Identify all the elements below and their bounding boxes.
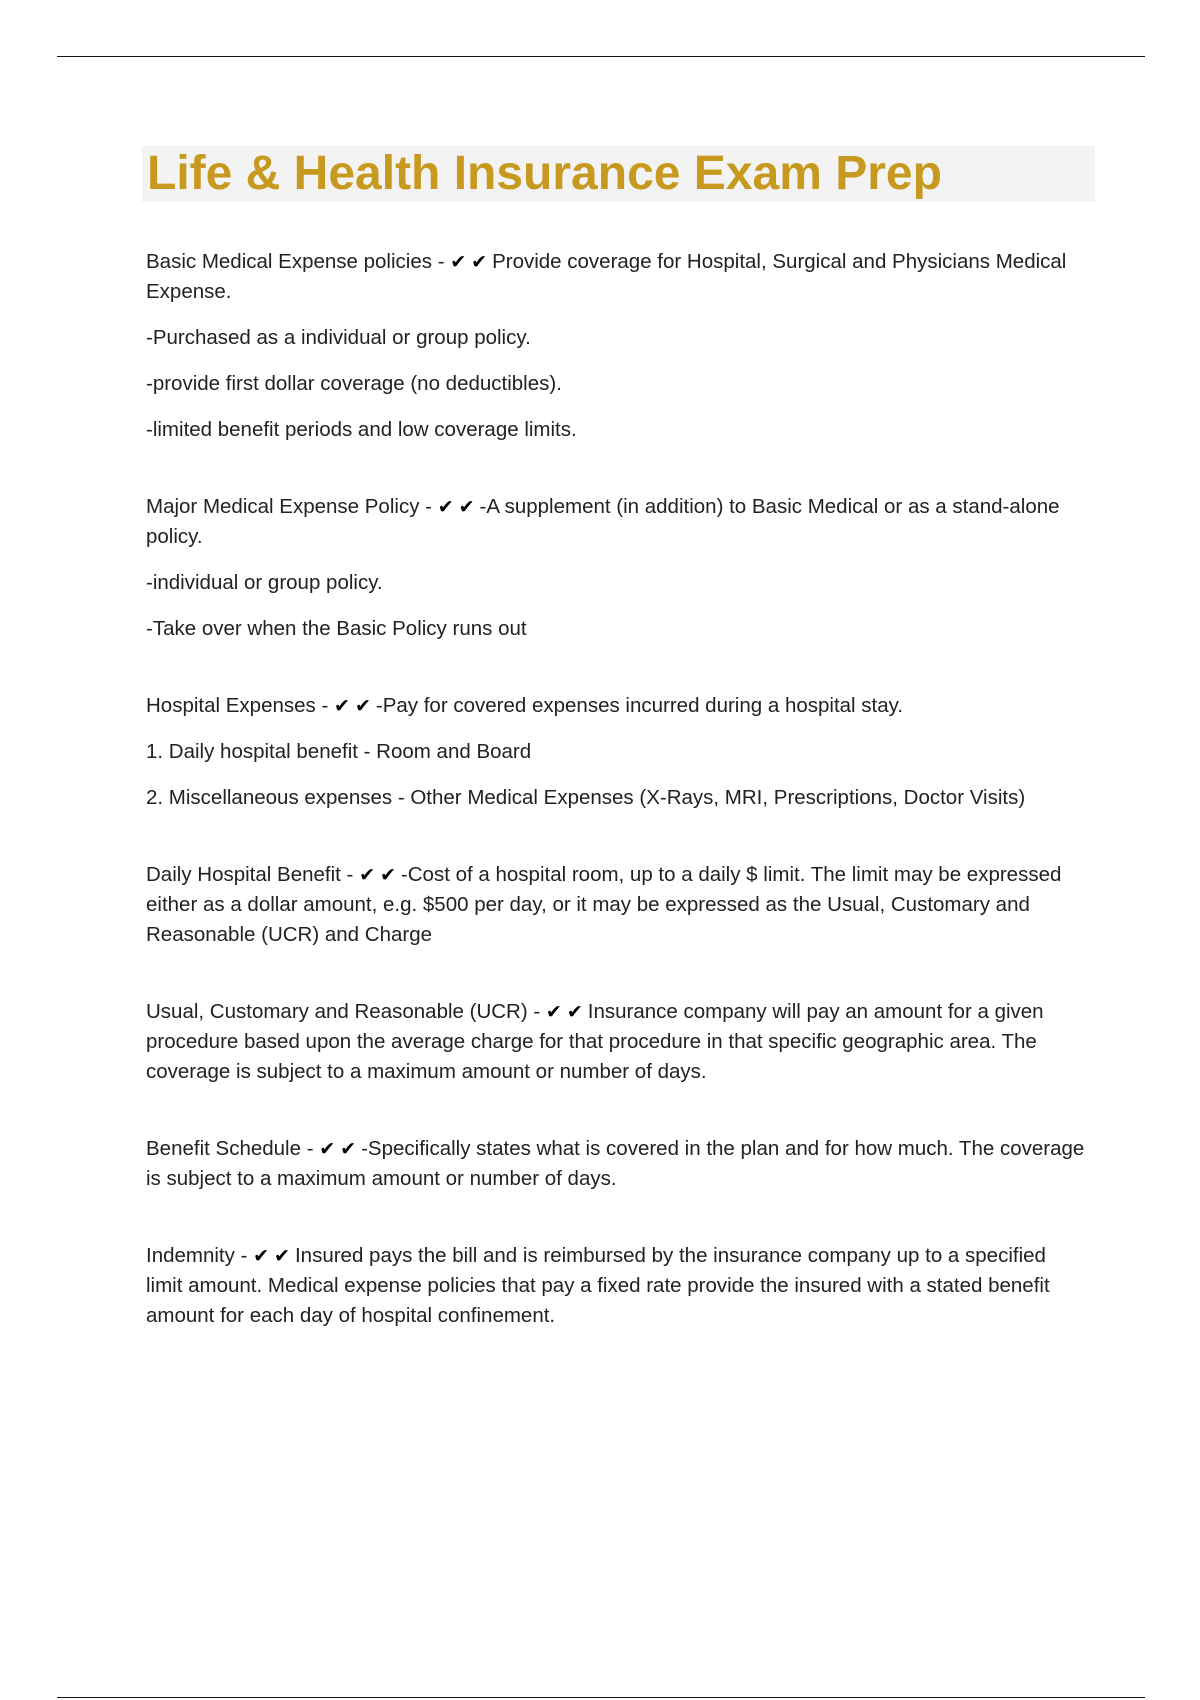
entry-term: Daily Hospital Benefit [146,863,341,886]
term-separator: - [533,1000,541,1023]
entry-note: -Take over when the Basic Policy runs out [146,617,527,640]
definition-line: policy. [146,525,203,548]
definition-line: either as a dollar amount, e.g. $500 per day, or it may be expressed as the Usual, Customary and [146,893,1030,916]
term-separator: - [346,863,354,886]
definition-line [146,247,1146,277]
entry-note: -individual or group policy. [146,571,383,594]
study-entries [146,247,1146,1347]
entry-definition [146,997,1146,1087]
definition-text: -Pay for covered expenses incurred during a hospital stay. [375,694,904,717]
definition-line: Expense. [146,280,232,303]
term-separator: - [437,250,445,273]
entry-basic-medical-expense [146,247,1146,445]
entry-hospital-expenses [146,691,1146,813]
definition-line [146,997,1146,1027]
entry-note: 2. Miscellaneous expenses - Other Medical Expenses (X-Rays, MRI, Prescriptions, Doctor Visits) [146,786,1026,809]
entry-definition [146,860,1146,950]
entry-definition [146,1134,1146,1194]
definition-line: Reasonable (UCR) and Charge [146,923,433,946]
entry-note: 1. Daily hospital benefit - Room and Board [146,740,532,763]
top-rule [57,56,1145,57]
definition-text: -Specifically states what is covered in the plan and for how much. The coverage [361,1137,1085,1160]
definition-line [146,860,1146,890]
entry-term: Hospital Expenses [146,694,316,717]
entry-note: -limited benefit periods and low coverage limits. [146,418,577,441]
entry-definition [146,492,1146,552]
page-title: Life & Health Insurance Exam Prep [147,147,942,200]
entry-definition [146,1241,1146,1331]
entry-definition [146,691,1146,721]
double-checkmark-icon: ✔✔ [545,1001,588,1023]
double-checkmark-icon: ✔✔ [437,496,480,518]
entry-term: Basic Medical Expense policies [146,250,432,273]
definition-text: Provide coverage for Hospital, Surgical and Physicians Medical [492,250,1067,273]
entry-term: Benefit Schedule [146,1137,302,1160]
definition-line: procedure based upon the average charge for that procedure in that specific geographic area. The [146,1030,1037,1053]
entry-benefit-schedule [146,1134,1146,1194]
entry-definition [146,247,1146,307]
double-checkmark-icon: ✔✔ [450,251,493,273]
double-checkmark-icon: ✔✔ [359,864,401,886]
definition-line [146,492,1146,522]
double-checkmark-icon: ✔✔ [319,1138,362,1160]
definition-text: Insured pays the bill and is reimbursed by the insurance company up to a specified [294,1244,1046,1267]
term-separator: - [240,1244,248,1267]
entry-indemnity [146,1241,1146,1331]
title-banner [142,146,1095,202]
definition-text: -Cost of a hospital room, up to a daily $ limit. The limit may be expressed [400,863,1062,886]
definition-text: Insurance company will pay an amount for a given [587,1000,1044,1023]
entry-usual-customary-reasonable [146,997,1146,1087]
definition-line: is subject to a maximum amount or number of days. [146,1167,617,1190]
entry-note: -provide first dollar coverage (no deductibles). [146,372,562,395]
definition-line: amount for each day of hospital confinement. [146,1304,556,1327]
double-checkmark-icon: ✔✔ [253,1245,295,1267]
double-checkmark-icon: ✔✔ [334,695,376,717]
definition-line [146,691,1146,721]
entry-term: Usual, Customary and Reasonable (UCR) [146,1000,528,1023]
definition-text: -A supplement (in addition) to Basic Medical or as a stand-alone [479,495,1060,518]
entry-daily-hospital-benefit [146,860,1146,950]
definition-line [146,1241,1146,1271]
definition-line: coverage is subject to a maximum amount or number of days. [146,1060,707,1083]
term-separator: - [321,694,329,717]
bottom-rule [57,1697,1145,1698]
entry-term: Major Medical Expense Policy [146,495,420,518]
definition-line: limit amount. Medical expense policies that pay a fixed rate provide the insured with a stated benefit [146,1274,1050,1297]
definition-line [146,1134,1146,1164]
term-separator: - [425,495,432,518]
entry-major-medical-expense [146,492,1146,644]
entry-term: Indemnity [146,1244,235,1267]
term-separator: - [306,1137,314,1160]
entry-note: -Purchased as a individual or group policy. [146,326,531,349]
